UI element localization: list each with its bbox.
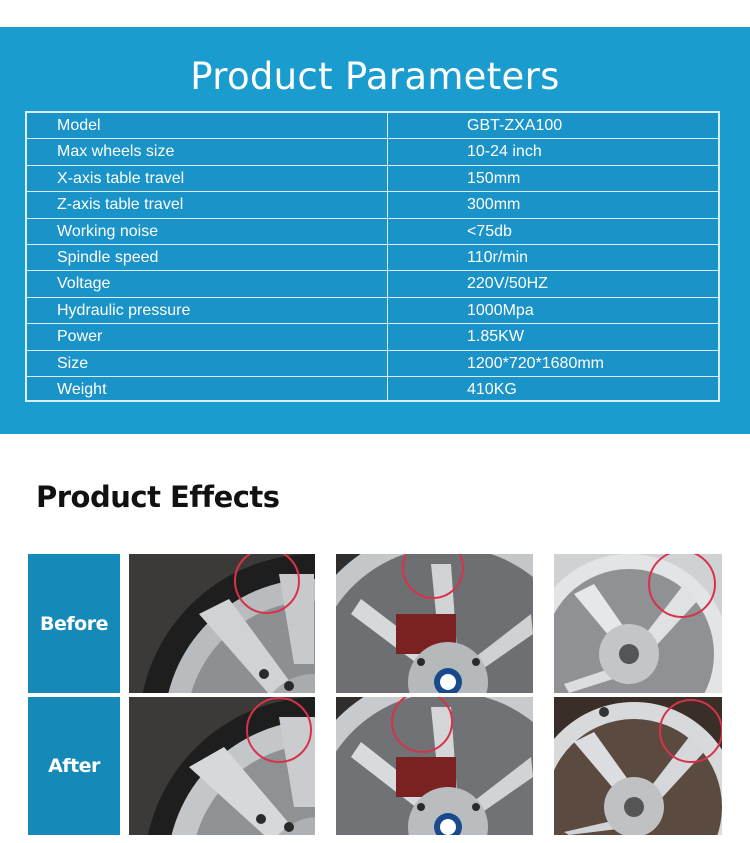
spec-label: Working noise bbox=[57, 222, 159, 240]
before-label: Before bbox=[28, 554, 120, 693]
spec-row bbox=[27, 377, 718, 403]
spec-row bbox=[27, 351, 718, 377]
spec-label: Model bbox=[57, 117, 101, 134]
spec-table bbox=[25, 111, 720, 402]
spec-label: Z-axis table travel bbox=[57, 196, 184, 214]
spec-row bbox=[27, 192, 718, 218]
spec-label: Size bbox=[57, 354, 89, 372]
spec-value: 1200*720*1680mm bbox=[467, 354, 604, 372]
after-photo-1 bbox=[129, 697, 315, 835]
spec-label: Voltage bbox=[57, 275, 111, 293]
parameters-title: Product Parameters bbox=[190, 55, 560, 98]
spec-value: 1000Mpa bbox=[467, 301, 534, 319]
after-photo-2 bbox=[336, 697, 533, 835]
spec-value: 410KG bbox=[467, 381, 517, 398]
before-photo-3 bbox=[554, 554, 722, 693]
spec-value: 220V/50HZ bbox=[467, 275, 548, 293]
spec-row bbox=[27, 298, 718, 324]
product-parameters-panel bbox=[0, 27, 750, 434]
effects-title: Product Effects bbox=[36, 480, 280, 514]
before-photo-1 bbox=[129, 554, 315, 693]
after-label: After bbox=[28, 697, 120, 835]
spec-value: 1.85KW bbox=[467, 328, 524, 346]
spec-value: GBT-ZXA100 bbox=[467, 117, 563, 134]
spec-row bbox=[27, 139, 718, 165]
spec-value: 10-24 inch bbox=[467, 143, 542, 161]
spec-label: Weight bbox=[57, 381, 107, 398]
spec-value: 300mm bbox=[467, 196, 521, 214]
spec-row bbox=[27, 245, 718, 271]
spec-row bbox=[27, 166, 718, 192]
spec-row bbox=[27, 324, 718, 350]
spec-value: <75db bbox=[467, 222, 512, 240]
spec-label: Max wheels size bbox=[57, 143, 175, 161]
spec-row bbox=[27, 113, 718, 139]
spec-label: X-axis table travel bbox=[57, 169, 185, 187]
spec-label: Hydraulic pressure bbox=[57, 301, 191, 319]
spec-label: Spindle speed bbox=[57, 249, 159, 266]
spec-row bbox=[27, 271, 718, 297]
spec-label: Power bbox=[57, 328, 103, 346]
spec-value: 150mm bbox=[467, 169, 521, 187]
after-photo-3 bbox=[554, 697, 722, 835]
before-photo-2 bbox=[336, 554, 533, 693]
spec-value: 110r/min bbox=[467, 249, 529, 266]
spec-row bbox=[27, 219, 718, 245]
